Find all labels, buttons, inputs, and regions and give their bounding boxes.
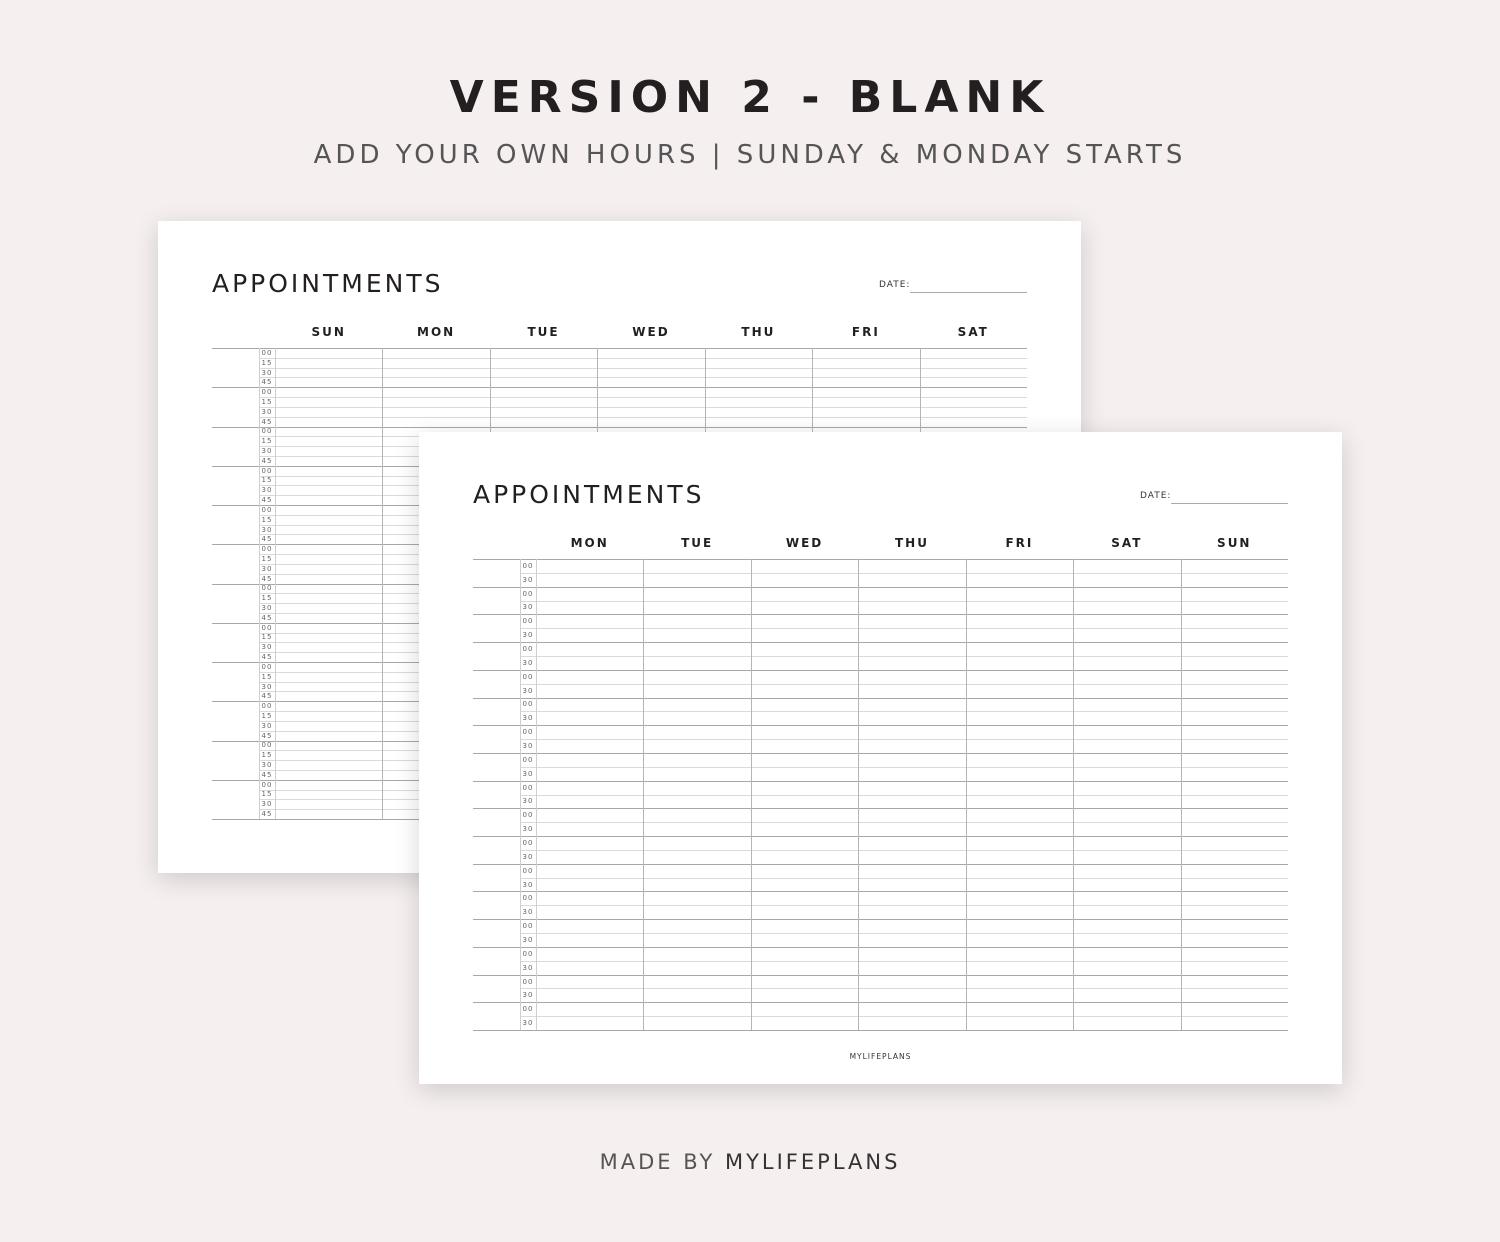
minute-label: 30	[522, 935, 534, 944]
hour-rule	[212, 427, 1027, 428]
day-header-tue: TUE	[527, 325, 560, 339]
hour-rule	[473, 1002, 1288, 1003]
minute-label: 00	[522, 811, 534, 820]
minute-label: 00	[261, 584, 273, 593]
minute-rule	[520, 767, 1288, 768]
day-header-tue: TUE	[681, 536, 714, 550]
day-column-rule	[751, 559, 752, 1030]
minute-label: 30	[522, 880, 534, 889]
page-subtitle: ADD YOUR OWN HOURS | SUNDAY & MONDAY STARTS	[313, 140, 1187, 170]
day-header-thu: THU	[741, 325, 776, 339]
minute-label: 15	[261, 751, 273, 760]
hour-rule	[473, 670, 1288, 671]
minute-label: 15	[261, 437, 273, 446]
hour-rule	[473, 698, 1288, 699]
minute-rule	[520, 711, 1288, 712]
date-label: DATE:	[879, 280, 911, 290]
sheet-title: APPOINTMENTS	[473, 480, 705, 509]
minute-label: 30	[261, 525, 273, 534]
minute-label: 00	[522, 922, 534, 931]
minute-label: 45	[261, 574, 273, 583]
minute-label: 30	[261, 604, 273, 613]
minute-label: 30	[261, 643, 273, 652]
minute-rule	[520, 905, 1288, 906]
day-header-sun: SUN	[1217, 536, 1252, 550]
minute-label: 00	[522, 700, 534, 709]
minute-label: 00	[522, 589, 534, 598]
minute-column-rule	[275, 348, 276, 819]
minute-label: 00	[522, 866, 534, 875]
hour-rule	[473, 587, 1288, 588]
minute-rule	[520, 850, 1288, 851]
day-column-rule	[966, 559, 967, 1030]
minute-label: 15	[261, 672, 273, 681]
day-header-wed: WED	[785, 536, 824, 550]
day-column-rule	[858, 559, 859, 1030]
minute-rule	[520, 601, 1288, 602]
minute-rule	[259, 397, 1027, 398]
minute-rule	[520, 1016, 1288, 1017]
minute-rule	[259, 377, 1027, 378]
sheet-title: APPOINTMENTS	[212, 269, 444, 298]
hour-rule	[212, 387, 1027, 388]
hour-rule	[473, 642, 1288, 643]
minute-label: 45	[261, 692, 273, 701]
minute-label: 30	[522, 658, 534, 667]
day-header-thu: THU	[895, 536, 929, 550]
minute-rule	[259, 407, 1027, 408]
minute-label: 00	[522, 672, 534, 681]
day-header-sat: SAT	[957, 325, 989, 339]
day-header-wed: WED	[632, 325, 670, 339]
date-field-line	[910, 292, 1027, 293]
minute-label: 30	[522, 742, 534, 750]
footer-prefix: MADE BY	[599, 1150, 716, 1174]
minute-label: 45	[261, 613, 273, 622]
grid-top-rule	[473, 559, 1288, 560]
minute-label: 30	[522, 797, 534, 806]
minute-label: 00	[261, 702, 273, 711]
minute-label: 30	[261, 800, 273, 809]
minute-rule	[520, 684, 1288, 685]
minute-label: 45	[261, 417, 273, 426]
hour-rule	[473, 725, 1288, 726]
date-label: DATE:	[1140, 491, 1172, 501]
minute-label: 15	[261, 594, 273, 603]
minute-rule	[520, 988, 1288, 989]
minute-rule	[259, 417, 1027, 418]
minute-label: 00	[522, 728, 534, 737]
minute-label: 00	[522, 783, 534, 792]
minute-label: 30	[522, 686, 534, 695]
minute-rule	[259, 368, 1027, 369]
day-header-fri: FRI	[1005, 536, 1034, 550]
sheet-brand: MYLIFEPLANS	[849, 1052, 912, 1061]
minute-label: 30	[261, 368, 273, 377]
hour-rule	[473, 836, 1288, 837]
minute-label: 00	[522, 561, 534, 570]
minute-rule	[520, 878, 1288, 879]
minute-rule	[259, 358, 1027, 359]
hour-rule	[473, 808, 1288, 809]
minute-rule	[520, 961, 1288, 962]
minute-label: 00	[261, 623, 273, 632]
minute-rule	[520, 739, 1288, 740]
minute-label: 15	[261, 554, 273, 563]
day-header-sat: SAT	[1111, 536, 1143, 550]
hour-rule	[473, 864, 1288, 865]
minute-label: 00	[522, 977, 534, 986]
day-column-rule	[1073, 559, 1074, 1030]
minute-rule	[520, 933, 1288, 934]
minute-label: 45	[261, 378, 273, 387]
minute-label: 00	[522, 1005, 534, 1014]
minute-label: 30	[261, 486, 273, 495]
minute-label: 45	[261, 535, 273, 544]
minute-label: 15	[261, 397, 273, 406]
minute-label: 30	[261, 564, 273, 573]
minute-label: 00	[522, 755, 534, 764]
minute-label: 30	[261, 682, 273, 691]
grid-top-rule	[212, 348, 1027, 349]
minute-label: 30	[261, 407, 273, 416]
minute-label: 00	[522, 949, 534, 958]
minute-label: 30	[522, 1019, 534, 1028]
minute-label: 30	[522, 769, 534, 778]
minute-label: 00	[261, 348, 273, 357]
minute-label: 30	[522, 714, 534, 723]
minute-label: 45	[261, 731, 273, 740]
day-header-sun: SUN	[311, 325, 346, 339]
minute-label: 00	[261, 388, 273, 397]
day-header-mon: MON	[570, 536, 609, 550]
minute-label: 45	[261, 456, 273, 465]
minute-label: 00	[261, 780, 273, 789]
page-title: VERSION 2 - BLANK	[449, 72, 1051, 123]
day-header-fri: FRI	[851, 325, 880, 339]
minute-label: 00	[522, 838, 534, 847]
minute-column-rule	[536, 559, 537, 1030]
minute-label: 00	[261, 427, 273, 436]
minute-label: 15	[261, 711, 273, 720]
page-footer	[0, 1150, 1500, 1174]
minute-label: 30	[522, 825, 534, 834]
hour-rule	[473, 891, 1288, 892]
minute-label: 00	[261, 662, 273, 671]
minute-label: 15	[261, 790, 273, 799]
day-column-rule	[382, 348, 383, 819]
hour-rule	[473, 947, 1288, 948]
date-field-line	[1171, 503, 1288, 504]
minute-label: 30	[522, 963, 534, 972]
hour-rule	[473, 919, 1288, 920]
minute-label: 30	[261, 721, 273, 730]
minute-label: 00	[522, 645, 534, 654]
minute-label: 00	[522, 894, 534, 903]
minute-label: 30	[261, 447, 273, 456]
minute-label: 00	[261, 741, 273, 750]
hour-rule	[473, 1030, 1288, 1031]
minute-column-rule	[520, 559, 521, 1030]
hour-rule	[473, 614, 1288, 615]
hour-rule	[473, 781, 1288, 782]
minute-label: 30	[522, 852, 534, 861]
minute-label: 15	[261, 476, 273, 485]
planner-sheet-monday-start	[419, 432, 1342, 1084]
minute-label: 30	[522, 603, 534, 612]
minute-label: 15	[261, 358, 273, 367]
hour-rule	[473, 753, 1288, 754]
minute-rule	[520, 656, 1288, 657]
minute-column-rule	[259, 348, 260, 819]
footer-brand: MYLIFEPLANS	[724, 1150, 901, 1174]
minute-label: 45	[261, 653, 273, 662]
day-column-rule	[643, 559, 644, 1030]
minute-label: 00	[261, 545, 273, 554]
minute-label: 45	[261, 496, 273, 505]
minute-label: 30	[522, 631, 534, 640]
minute-rule	[520, 822, 1288, 823]
hour-rule	[473, 975, 1288, 976]
minute-label: 15	[261, 515, 273, 524]
day-column-rule	[1181, 559, 1182, 1030]
minute-label: 30	[522, 575, 534, 584]
minute-label: 30	[522, 908, 534, 917]
minute-label: 00	[261, 466, 273, 475]
day-header-mon: MON	[417, 325, 456, 339]
minute-rule	[520, 573, 1288, 574]
minute-label: 45	[261, 770, 273, 779]
minute-label: 15	[261, 633, 273, 642]
minute-label: 45	[261, 810, 273, 819]
minute-label: 30	[261, 761, 273, 770]
minute-label: 00	[261, 505, 273, 514]
minute-rule	[520, 795, 1288, 796]
minute-label: 30	[522, 991, 534, 1000]
schedule-grid	[473, 532, 1288, 1032]
minute-rule	[520, 628, 1288, 629]
minute-label: 00	[522, 617, 534, 626]
